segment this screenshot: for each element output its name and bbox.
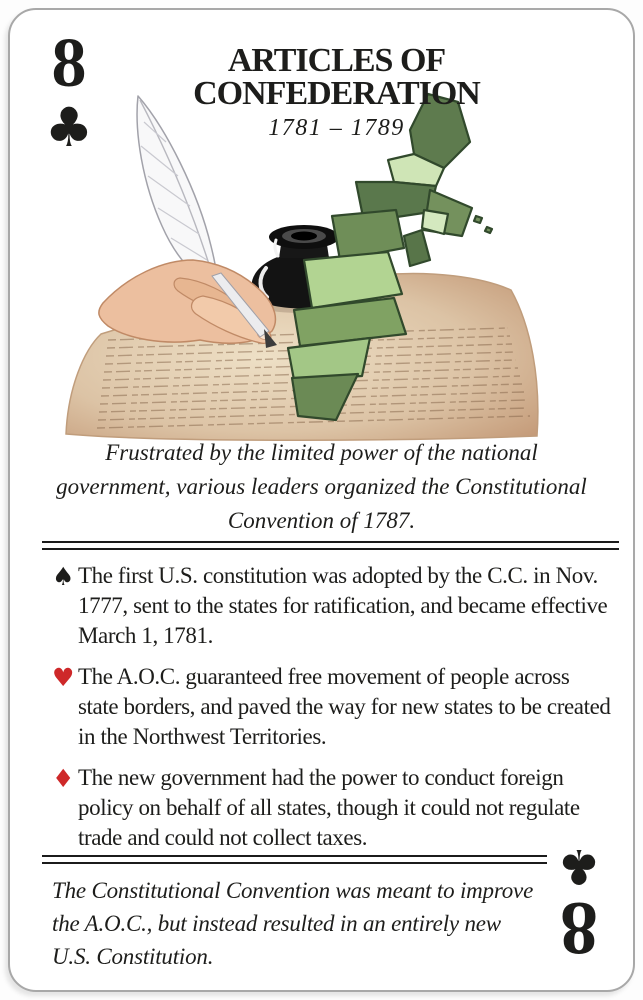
card-rank: 8 — [560, 886, 598, 970]
footer-note: The Constitutional Convention was meant to improve the A.O.C., but instead resulted in an entirely new U.S. Constitution. — [52, 878, 534, 969]
spade-suit-icon: ♠ — [52, 562, 75, 591]
title-line-2: CONFEDERATION — [193, 75, 480, 112]
fact-item-diamond — [52, 763, 617, 853]
fact-item-spade — [52, 561, 617, 651]
club-suit-icon: ♣ — [557, 838, 601, 894]
playing-card — [8, 8, 635, 992]
card-rank: 8 — [51, 25, 87, 102]
illustration — [38, 88, 618, 446]
title-line-1: ARTICLES OF — [227, 42, 446, 79]
club-suit-icon: ♣ — [44, 96, 94, 159]
caption — [10, 436, 633, 538]
hand-drawing — [99, 260, 276, 343]
caption-text: Frustrated by the limited power of the national government, various leaders organized the Constitutional Convention of 1787. — [56, 440, 587, 533]
fact-item-heart — [52, 662, 617, 752]
diamond-suit-icon: ♦ — [52, 764, 75, 793]
corner-index-bottom-right — [547, 838, 611, 970]
divider-top — [42, 541, 619, 550]
heart-suit-icon: ♥ — [52, 663, 75, 692]
fact-list — [52, 561, 617, 864]
fact-text: The A.O.C. guaranteed free movement of people across state borders, and paved the way for new states to be created in the Northwest Territories. — [78, 664, 611, 749]
card-header — [80, 44, 593, 141]
fact-text: The first U.S. constitution was adopted by the C.C. in Nov. 1777, sent to the states for ratification, and became effective March 1, 1781. — [78, 563, 608, 648]
divider-bottom — [42, 855, 547, 864]
fact-text: The new government had the power to conduct foreign policy on behalf of all states, though it could not regulate trade and could not collect taxes. — [78, 765, 580, 850]
year-range: 1781 – 1789 — [268, 115, 405, 141]
